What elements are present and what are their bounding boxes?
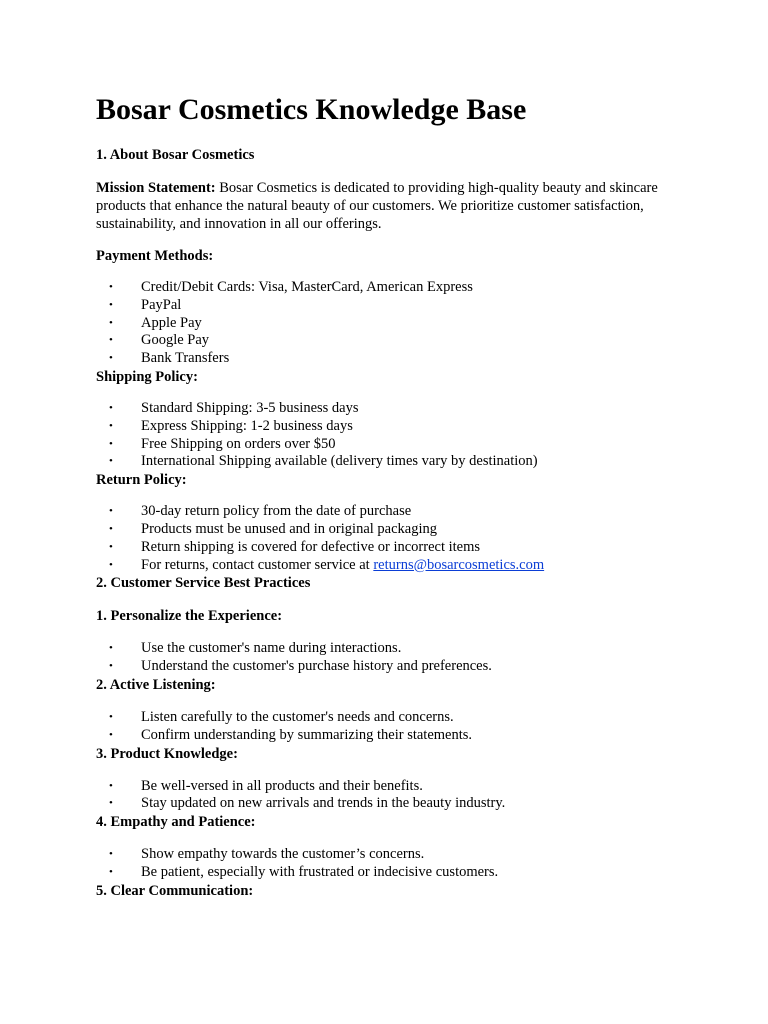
list-item: • Standard Shipping: 3-5 business days	[109, 399, 359, 416]
bullet-icon: •	[109, 334, 113, 347]
return-policy-heading: Return Policy:	[96, 472, 187, 489]
payment-methods-list	[96, 279, 696, 368]
bullet-icon: •	[109, 728, 113, 741]
bullet-icon: •	[109, 352, 113, 365]
section-heading-about: 1. About Bosar Cosmetics	[96, 147, 255, 163]
bullet-icon: •	[109, 558, 113, 571]
bullet-icon: •	[109, 401, 113, 414]
practice-heading-active-listening: 2. Active Listening:	[96, 676, 216, 693]
bullet-icon: •	[109, 865, 113, 878]
list-item	[96, 557, 696, 575]
bullet-icon: •	[109, 281, 113, 293]
bullet-icon: •	[109, 505, 113, 518]
practice-list-personalize	[96, 640, 696, 676]
payment-methods-heading: Payment Methods:	[96, 248, 214, 264]
practice-heading-personalize: 1. Personalize the Experience:	[96, 608, 283, 625]
document-page	[96, 88, 696, 900]
return-contact-text: For returns, contact customer service at	[141, 556, 374, 573]
list-item: • Products must be unused and in original packaging	[109, 520, 437, 537]
list-item: • Be well-versed in all products and their benefits.	[109, 777, 423, 794]
bullet-icon: •	[109, 437, 113, 450]
list-item: • Return shipping is covered for defective or incorrect items	[109, 538, 481, 555]
practice-list-active-listening	[96, 709, 696, 745]
list-item: • 30-day return policy from the date of purchase	[109, 503, 412, 520]
list-item: • International Shipping available (delivery times vary by destination)	[109, 453, 538, 470]
mission-text: Bosar Cosmetics is dedicated to providing high-quality beauty and skincare products that enhance the natural beauty of our customers. We prioritize customer satisfaction, sustainability, and innovation in all our offerings.	[96, 180, 658, 232]
bullet-icon: •	[109, 419, 113, 432]
bullet-icon: •	[109, 316, 113, 329]
bullet-icon: •	[109, 455, 113, 468]
list-item: • Understand the customer's purchase history and preferences.	[109, 658, 492, 675]
list-item: • Google Pay	[109, 332, 210, 349]
returns-email-link[interactable]: returns@bosarcosmetics.com	[373, 556, 545, 573]
bullet-icon: •	[109, 797, 113, 810]
list-item: • Use the customer's name during interactions.	[109, 640, 402, 657]
list-item: • Apple Pay	[109, 314, 202, 331]
bullet-icon: •	[109, 298, 113, 311]
practice-heading-empathy: 4. Empathy and Patience:	[96, 814, 256, 831]
bullet-icon: •	[109, 522, 113, 535]
practice-list-product-knowledge	[96, 778, 696, 814]
list-item: • Show empathy towards the customer’s concerns.	[109, 846, 425, 863]
list-item: • Stay updated on new arrivals and trends in the beauty industry.	[109, 795, 506, 812]
list-item: • Free Shipping on orders over $50	[109, 435, 336, 452]
list-item: • Credit/Debit Cards: Visa, MasterCard, American Express	[109, 279, 473, 295]
shipping-policy-list	[96, 400, 696, 471]
page-title: Bosar Cosmetics Knowledge Base	[96, 93, 527, 126]
bullet-icon: •	[109, 779, 113, 792]
bullet-icon: •	[109, 710, 113, 723]
shipping-policy-heading: Shipping Policy:	[96, 368, 198, 385]
bullet-icon: •	[109, 540, 113, 553]
list-item: • PayPal	[109, 296, 182, 313]
list-item: • Bank Transfers	[109, 350, 230, 367]
bullet-icon: •	[109, 642, 113, 655]
list-item: • Confirm understanding by summarizing their statements.	[109, 726, 473, 743]
list-item: • Be patient, especially with frustrated or indecisive customers.	[109, 863, 499, 880]
practice-heading-clear-communication: 5. Clear Communication:	[96, 882, 254, 899]
return-policy-list	[96, 503, 696, 574]
practice-heading-product-knowledge: 3. Product Knowledge:	[96, 745, 238, 762]
section-heading-customer-service: 2. Customer Service Best Practices	[96, 575, 311, 592]
bullet-icon: •	[109, 848, 113, 861]
bullet-icon: •	[109, 660, 113, 673]
practice-list-empathy	[96, 846, 696, 882]
mission-label: Mission Statement:	[96, 180, 216, 196]
mission-statement	[96, 179, 696, 233]
list-item: • Express Shipping: 1-2 business days	[109, 417, 353, 434]
list-item: • Listen carefully to the customer's needs and concerns.	[109, 708, 454, 725]
